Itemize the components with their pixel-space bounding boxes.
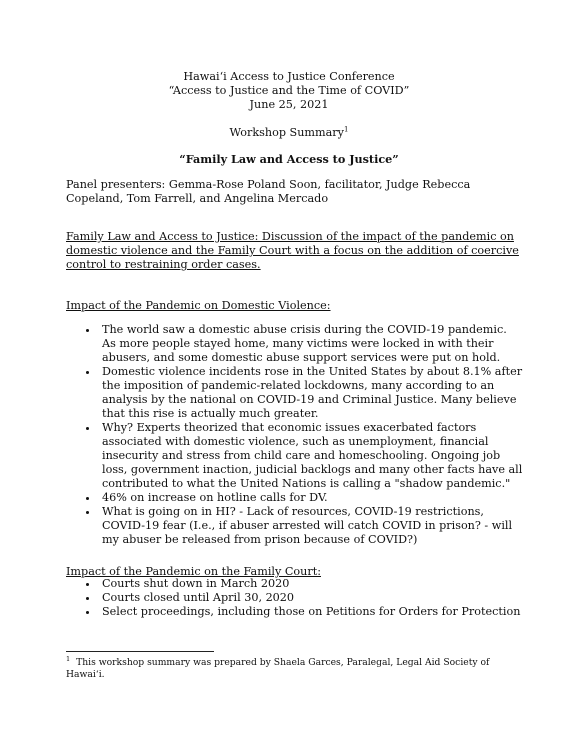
footnote <box>66 654 516 681</box>
list-item: Why? Experts theorized that economic issues exacerbated factors associated with domestic violence, such as unemployment, financial insecurity and stress from child care and homeschooling. Ongoing job loss, government inaction, judicial backlogs and many other facts have all contributed to what the United Nations is calling a "shadow pandemic." <box>82 421 524 491</box>
list-item: Courts shut down in March 2020 <box>82 577 524 591</box>
list-item: The world saw a domestic abuse crisis during the COVID-19 pandemic. As more people stayed home, many victims were locked in with their abusers, and some domestic abuse support services were put on hold. <box>82 323 524 365</box>
conference-name: Hawaiʻi Access to Justice Conference <box>183 70 395 83</box>
list-item: Domestic violence incidents rose in the United States by about 8.1% after the imposition of pandemic-related lockdowns, many according to an analysis by the national on COVID-19 and Criminal Justice. Many believe that this rise is actually much greater. <box>82 365 524 421</box>
workshop-title: “Family Law and Access to Justice” <box>179 152 399 166</box>
domestic-violence-list <box>82 323 524 547</box>
panel-presenters: Panel presenters: Gemma-Rose Poland Soon, facilitator, Judge Rebecca Copeland, Tom Farrell, and Angelina Mercado <box>66 178 471 205</box>
family-court-list <box>82 577 524 619</box>
section-heading-domestic-violence: Impact of the Pandemic on Domestic Violence: <box>66 299 331 312</box>
conference-date: June 25, 2021 <box>249 98 329 111</box>
footnote-marker: 1 <box>66 654 71 663</box>
list-item: Courts closed until April 30, 2020 <box>82 591 524 605</box>
conference-theme: “Access to Justice and the Time of COVID” <box>168 84 410 97</box>
footnote-text: This workshop summary was prepared by Shaela Garces, Paralegal, Legal Aid Society of Hawaiʻi. <box>66 657 490 680</box>
session-description: Family Law and Access to Justice: Discussion of the impact of the pandemic on domestic violence and the Family Court with a focus on the addition of coercive control to restraining order cases. <box>66 230 519 271</box>
section-heading-family-court: Impact of the Pandemic on the Family Court: <box>66 565 321 578</box>
footnote-reference[interactable]: 1 <box>343 125 349 134</box>
workshop-summary-label <box>0 126 578 140</box>
list-item: What is going on in HI? - Lack of resources, COVID-19 restrictions, COVID-19 fear (I.e., if abuser arrested will catch COVID in prison? - will my abuser be released from prison because of COVID?) <box>82 505 524 547</box>
list-item: 46% on increase on hotline calls for DV. <box>82 491 524 505</box>
workshop-summary-text: Workshop Summary <box>229 126 344 139</box>
list-item: Select proceedings, including those on Petitions for Orders for Protection <box>82 605 524 619</box>
footnote-divider <box>66 651 214 652</box>
